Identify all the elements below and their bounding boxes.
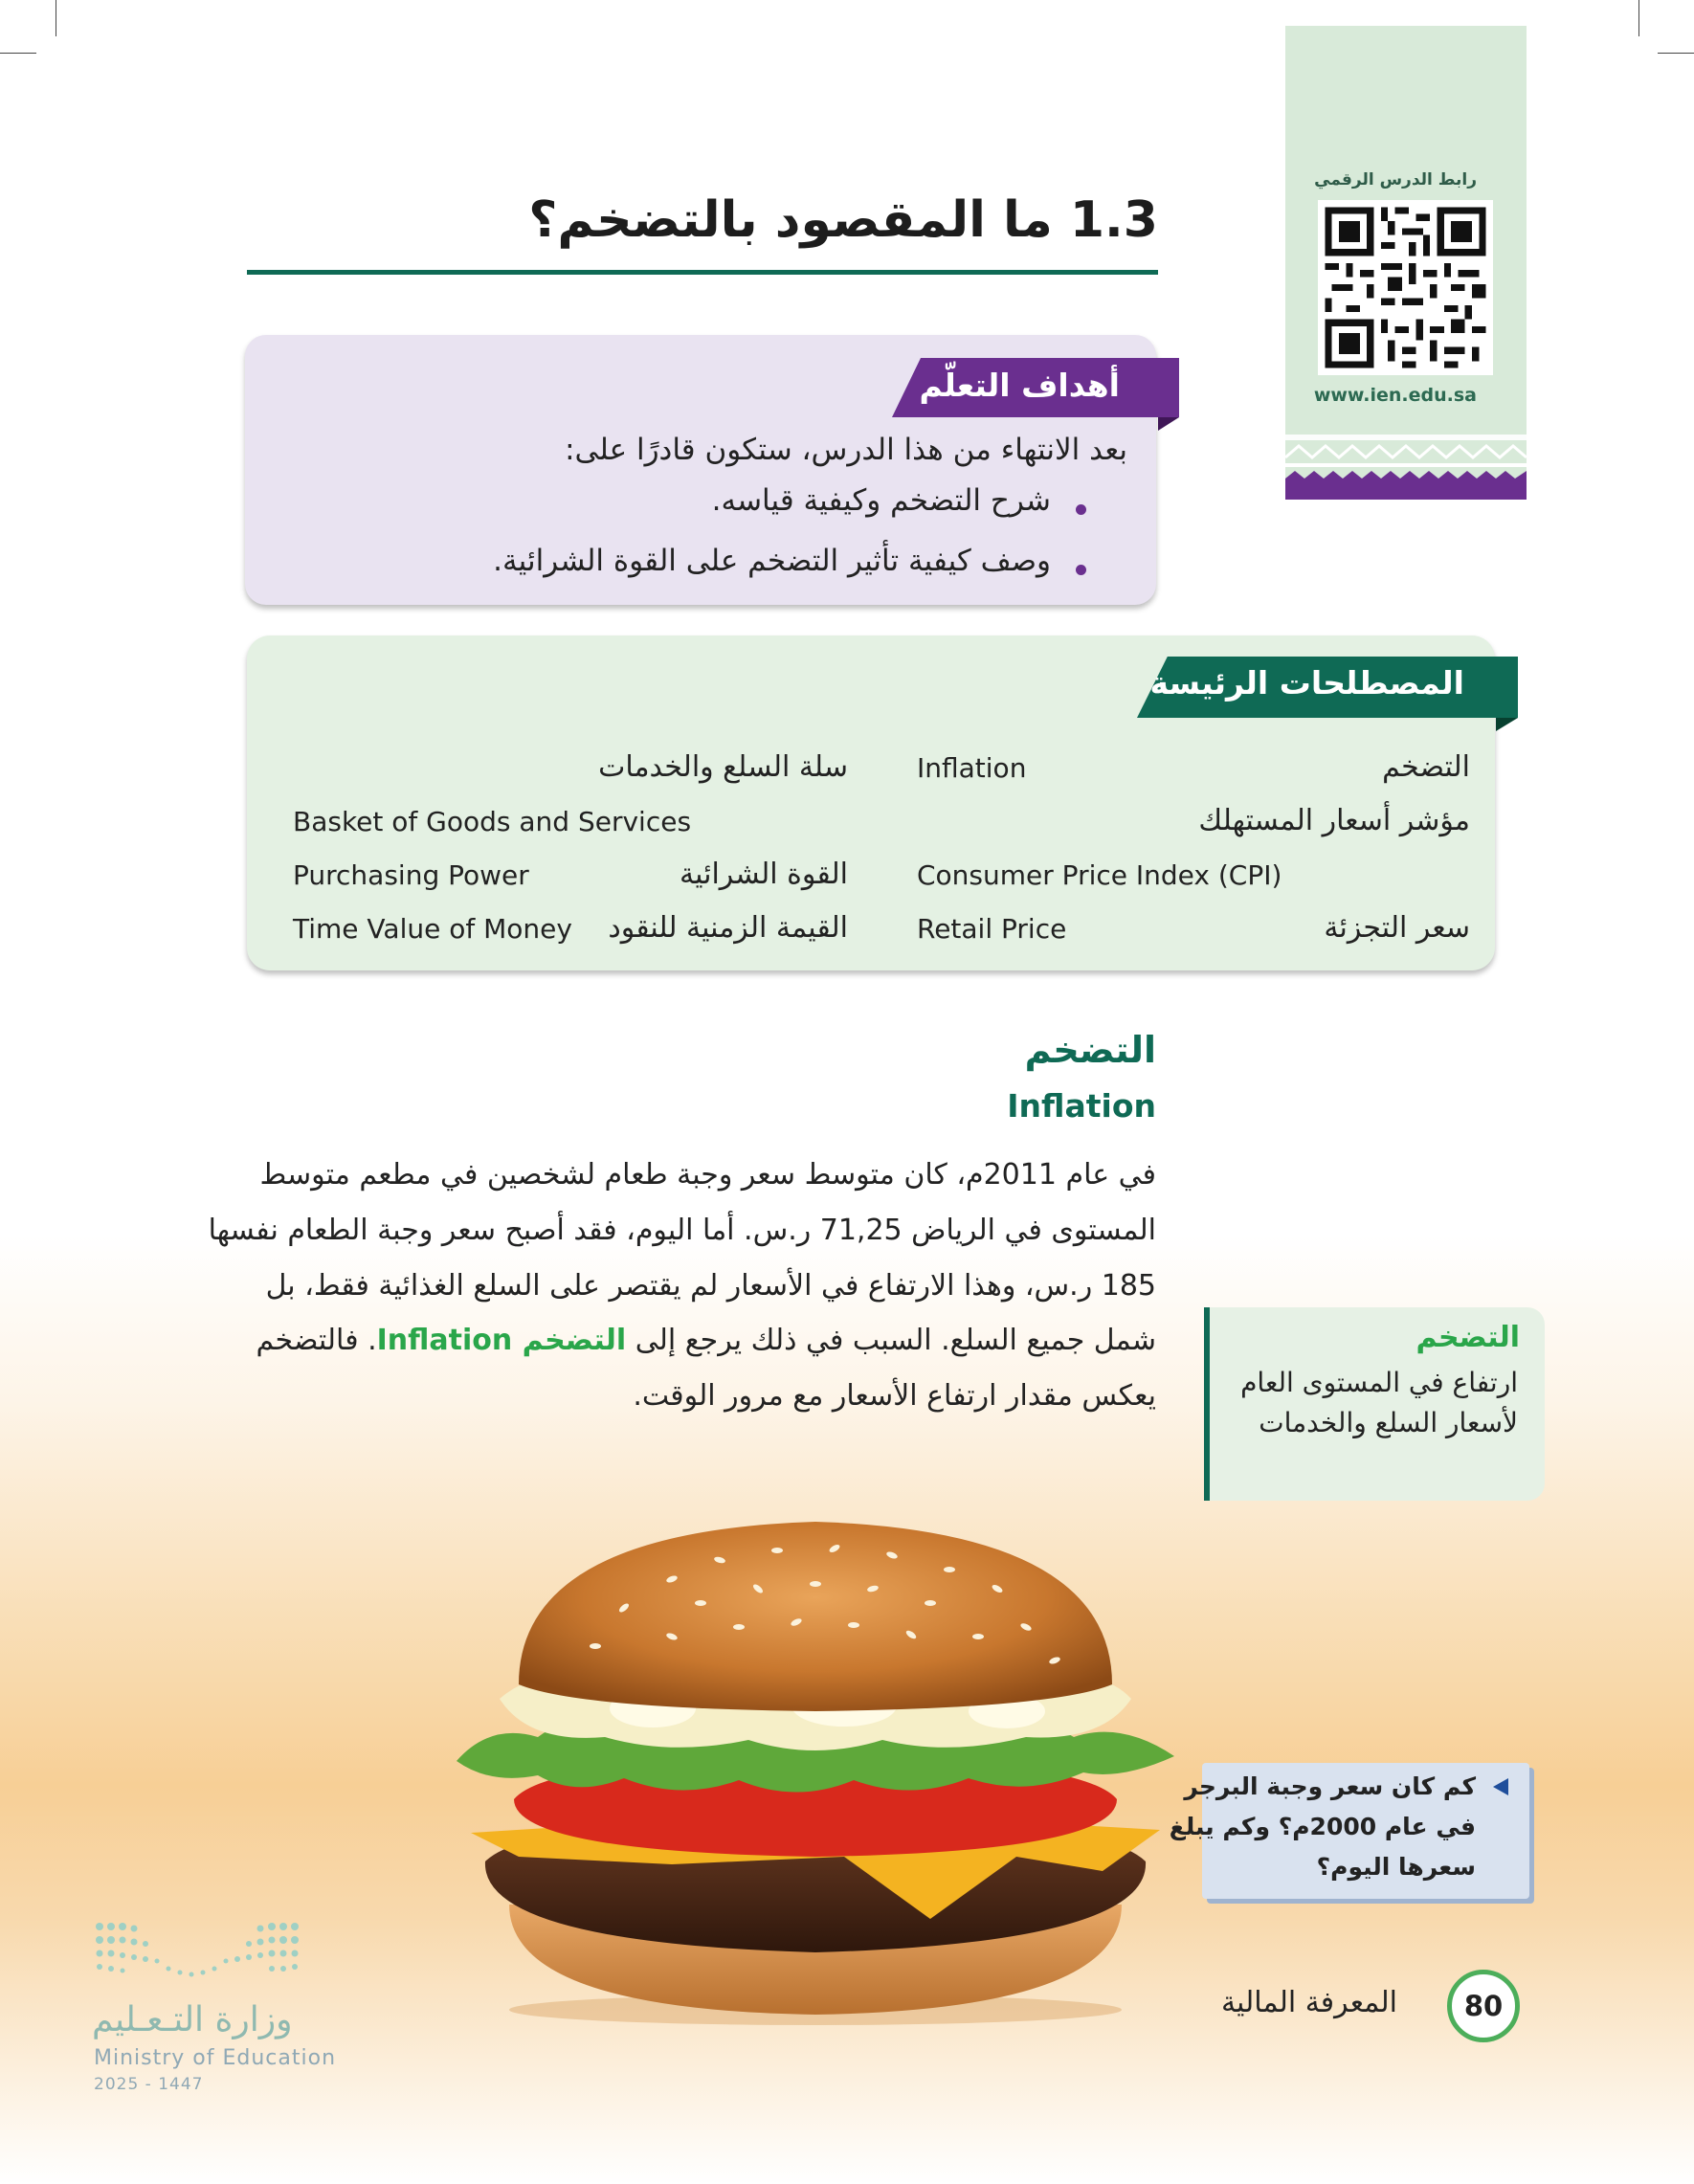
qr-code-icon[interactable] — [1318, 200, 1493, 375]
key-term-en: Basket of Goods and Services — [293, 806, 692, 837]
key-term-en: Retail Price — [917, 913, 1067, 945]
paragraph-line — [256, 1324, 1156, 1357]
digital-lesson-url[interactable]: www.ien.edu.sa — [1313, 385, 1477, 406]
ministry-logo-icon — [94, 1919, 300, 1986]
paragraph-text: شمل جميع السلع. السبب في ذلك يرجع إلى — [626, 1324, 1156, 1357]
learning-objective-item: شرح التضخم وكيفية قياسه. — [711, 483, 1051, 518]
arrow-left-icon — [1493, 1778, 1508, 1795]
crop-mark — [0, 53, 36, 54]
learning-objective-item: وصف كيفية تأثير التضخم على القوة الشرائية. — [493, 544, 1051, 578]
key-term-en: Consumer Price Index (CPI) — [917, 859, 1282, 891]
decorative-pattern — [1285, 431, 1527, 500]
page-number: 80 — [1447, 1970, 1520, 2042]
section-title-en: Inflation — [1007, 1087, 1156, 1125]
ministry-name-ar: وزارة التـعـليم — [92, 2000, 293, 2039]
bullet-icon — [1076, 565, 1086, 575]
key-term-ar: القيمة الزمنية للنقود — [608, 911, 848, 945]
paragraph-line: 185 ر.س، وهذا الارتفاع في الأسعار لم يقتصر على السلع الغذائية فقط، بل — [265, 1269, 1156, 1303]
crop-mark — [1658, 53, 1694, 54]
bullet-icon — [1076, 504, 1086, 515]
ministry-name-en: Ministry of Education — [94, 2046, 337, 2070]
learning-objectives-intro: بعد الانتهاء من هذا الدرس، ستكون قادرًا على: — [565, 433, 1127, 467]
key-term-ar: التضخم — [1382, 750, 1470, 784]
paragraph-line: يعكس مقدار ارتفاع الأسعار مع مرور الوقت. — [633, 1379, 1156, 1413]
definition-title: التضخم — [1415, 1321, 1520, 1354]
key-term-ar: سلة السلع والخدمات — [598, 750, 848, 784]
definition-text: لأسعار السلع والخدمات — [1259, 1407, 1518, 1438]
paragraph-text: . فالتضخم — [256, 1324, 377, 1357]
key-term-ar: مؤشر أسعار المستهلك — [1198, 804, 1470, 837]
question-line: سعرها اليوم؟ — [1316, 1853, 1476, 1881]
definition-text: ارتفاع في المستوى العام — [1240, 1367, 1518, 1398]
paragraph-line: المستوى في الرياض 71,25 ر.س. أما اليوم، فقد أصبح سعر وجبة الطعام نفسها — [208, 1214, 1156, 1247]
inflation-term-highlight: التضخم Inflation — [376, 1324, 627, 1357]
crop-mark — [1638, 0, 1639, 36]
key-terms-heading: المصطلحات الرئيسة — [1149, 664, 1464, 702]
title-underline — [247, 270, 1158, 275]
key-term-ar: القوة الشرائية — [679, 858, 848, 891]
key-term-en: Time Value of Money — [293, 913, 572, 945]
ministry-year: 2025 - 1447 — [94, 2075, 204, 2094]
page-title: 1.3 ما المقصود بالتضخم؟ — [528, 191, 1158, 249]
section-title-ar: التضخم — [1024, 1029, 1156, 1071]
digital-lesson-label: رابط الدرس الرقمي — [1314, 170, 1477, 189]
paragraph-line: في عام 2011م، كان متوسط سعر وجبة طعام لشخصين في مطعم متوسط — [259, 1158, 1156, 1192]
key-term-ar: سعر التجزئة — [1324, 911, 1470, 945]
question-line: كم كان سعر وجبة البرجر — [1184, 1772, 1476, 1800]
tab-fold — [1496, 718, 1518, 731]
key-term-en: Inflation — [917, 752, 1027, 784]
footer-subject: المعرفة المالية — [1220, 1986, 1397, 2019]
burger-image — [433, 1493, 1198, 2029]
question-line: في عام 2000م؟ وكم يبلغ — [1169, 1813, 1476, 1840]
learning-objectives-heading: أهداف التعلّم — [919, 367, 1120, 404]
key-term-en: Purchasing Power — [293, 859, 529, 891]
tab-fold — [1158, 417, 1179, 431]
